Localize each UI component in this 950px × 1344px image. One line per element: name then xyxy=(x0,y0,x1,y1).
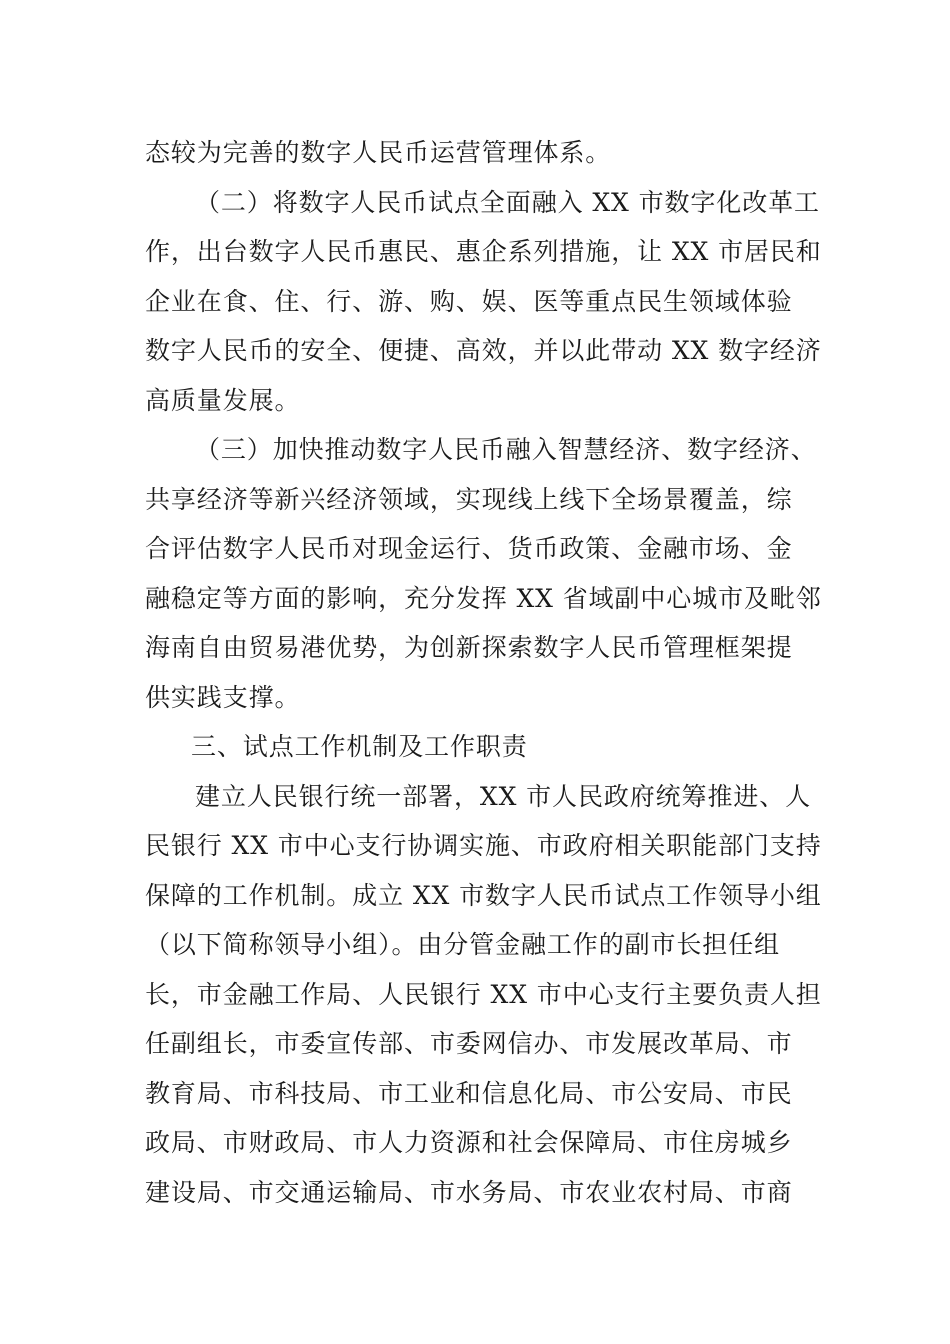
text-line-21: 政局、市财政局、市人力资源和社会保障局、市住房城乡 xyxy=(145,1128,793,1157)
text-line-3: 作，出台数字人民币惠民、惠企系列措施，让 XX 市居民和 xyxy=(145,237,822,266)
text-line-15: 民银行 XX 市中心支行协调实施、市政府相关职能部门支持 xyxy=(145,831,822,860)
text-line-18: 长，市金融工作局、人民银行 XX 市中心支行主要负责人担 xyxy=(145,979,822,1009)
section-heading: 三、试点工作机制及工作职责 xyxy=(191,732,528,761)
text-line-14: 建立人民银行统一部署，XX 市人民政府统筹推进、人 xyxy=(195,781,812,811)
text-line-19: 任副组长，市委宣传部、市委网信办、市发展改革局、市 xyxy=(145,1029,793,1058)
text-line-4: 企业在食、住、行、游、购、娱、医等重点民生领域体验 xyxy=(145,286,793,316)
text-line-8: 共享经济等新兴经济领域，实现线上线下全场景覆盖，综 xyxy=(145,484,793,514)
text-line-7: （三）加快推动数字人民币融入智慧经济、数字经济、 xyxy=(195,435,817,464)
text-line-17: （以下简称领导小组）。由分管金融工作的副市长担任组 xyxy=(145,930,781,959)
text-line-9: 合评估数字人民币对现金运行、货币政策、金融市场、金 xyxy=(145,534,793,563)
text-line-5: 数字人民币的安全、便捷、高效，并以此带动 XX 数字经济 xyxy=(145,336,822,365)
text-line-2: （二）将数字人民币试点全面融入 XX 市数字化改革工 xyxy=(195,187,820,217)
text-line-1: 态较为完善的数字人民币运营管理体系。 xyxy=(145,138,612,167)
text-line-20: 教育局、市科技局、市工业和信息化局、市公安局、市民 xyxy=(145,1078,793,1108)
text-line-22: 建设局、市交通运输局、市水务局、市农业农村局、市商 xyxy=(145,1177,793,1207)
text-line-12: 供实践支撑。 xyxy=(145,682,301,712)
text-line-16: 保障的工作机制。成立 XX 市数字人民币试点工作领导小组 xyxy=(145,880,822,910)
text-line-10: 融稳定等方面的影响，充分发挥 XX 省域副中心城市及毗邻 xyxy=(145,583,822,613)
text-line-6: 高质量发展。 xyxy=(145,385,301,415)
document-body xyxy=(145,128,822,1217)
text-line-11: 海南自由贸易港优势，为创新探索数字人民币管理框架提 xyxy=(145,633,793,662)
